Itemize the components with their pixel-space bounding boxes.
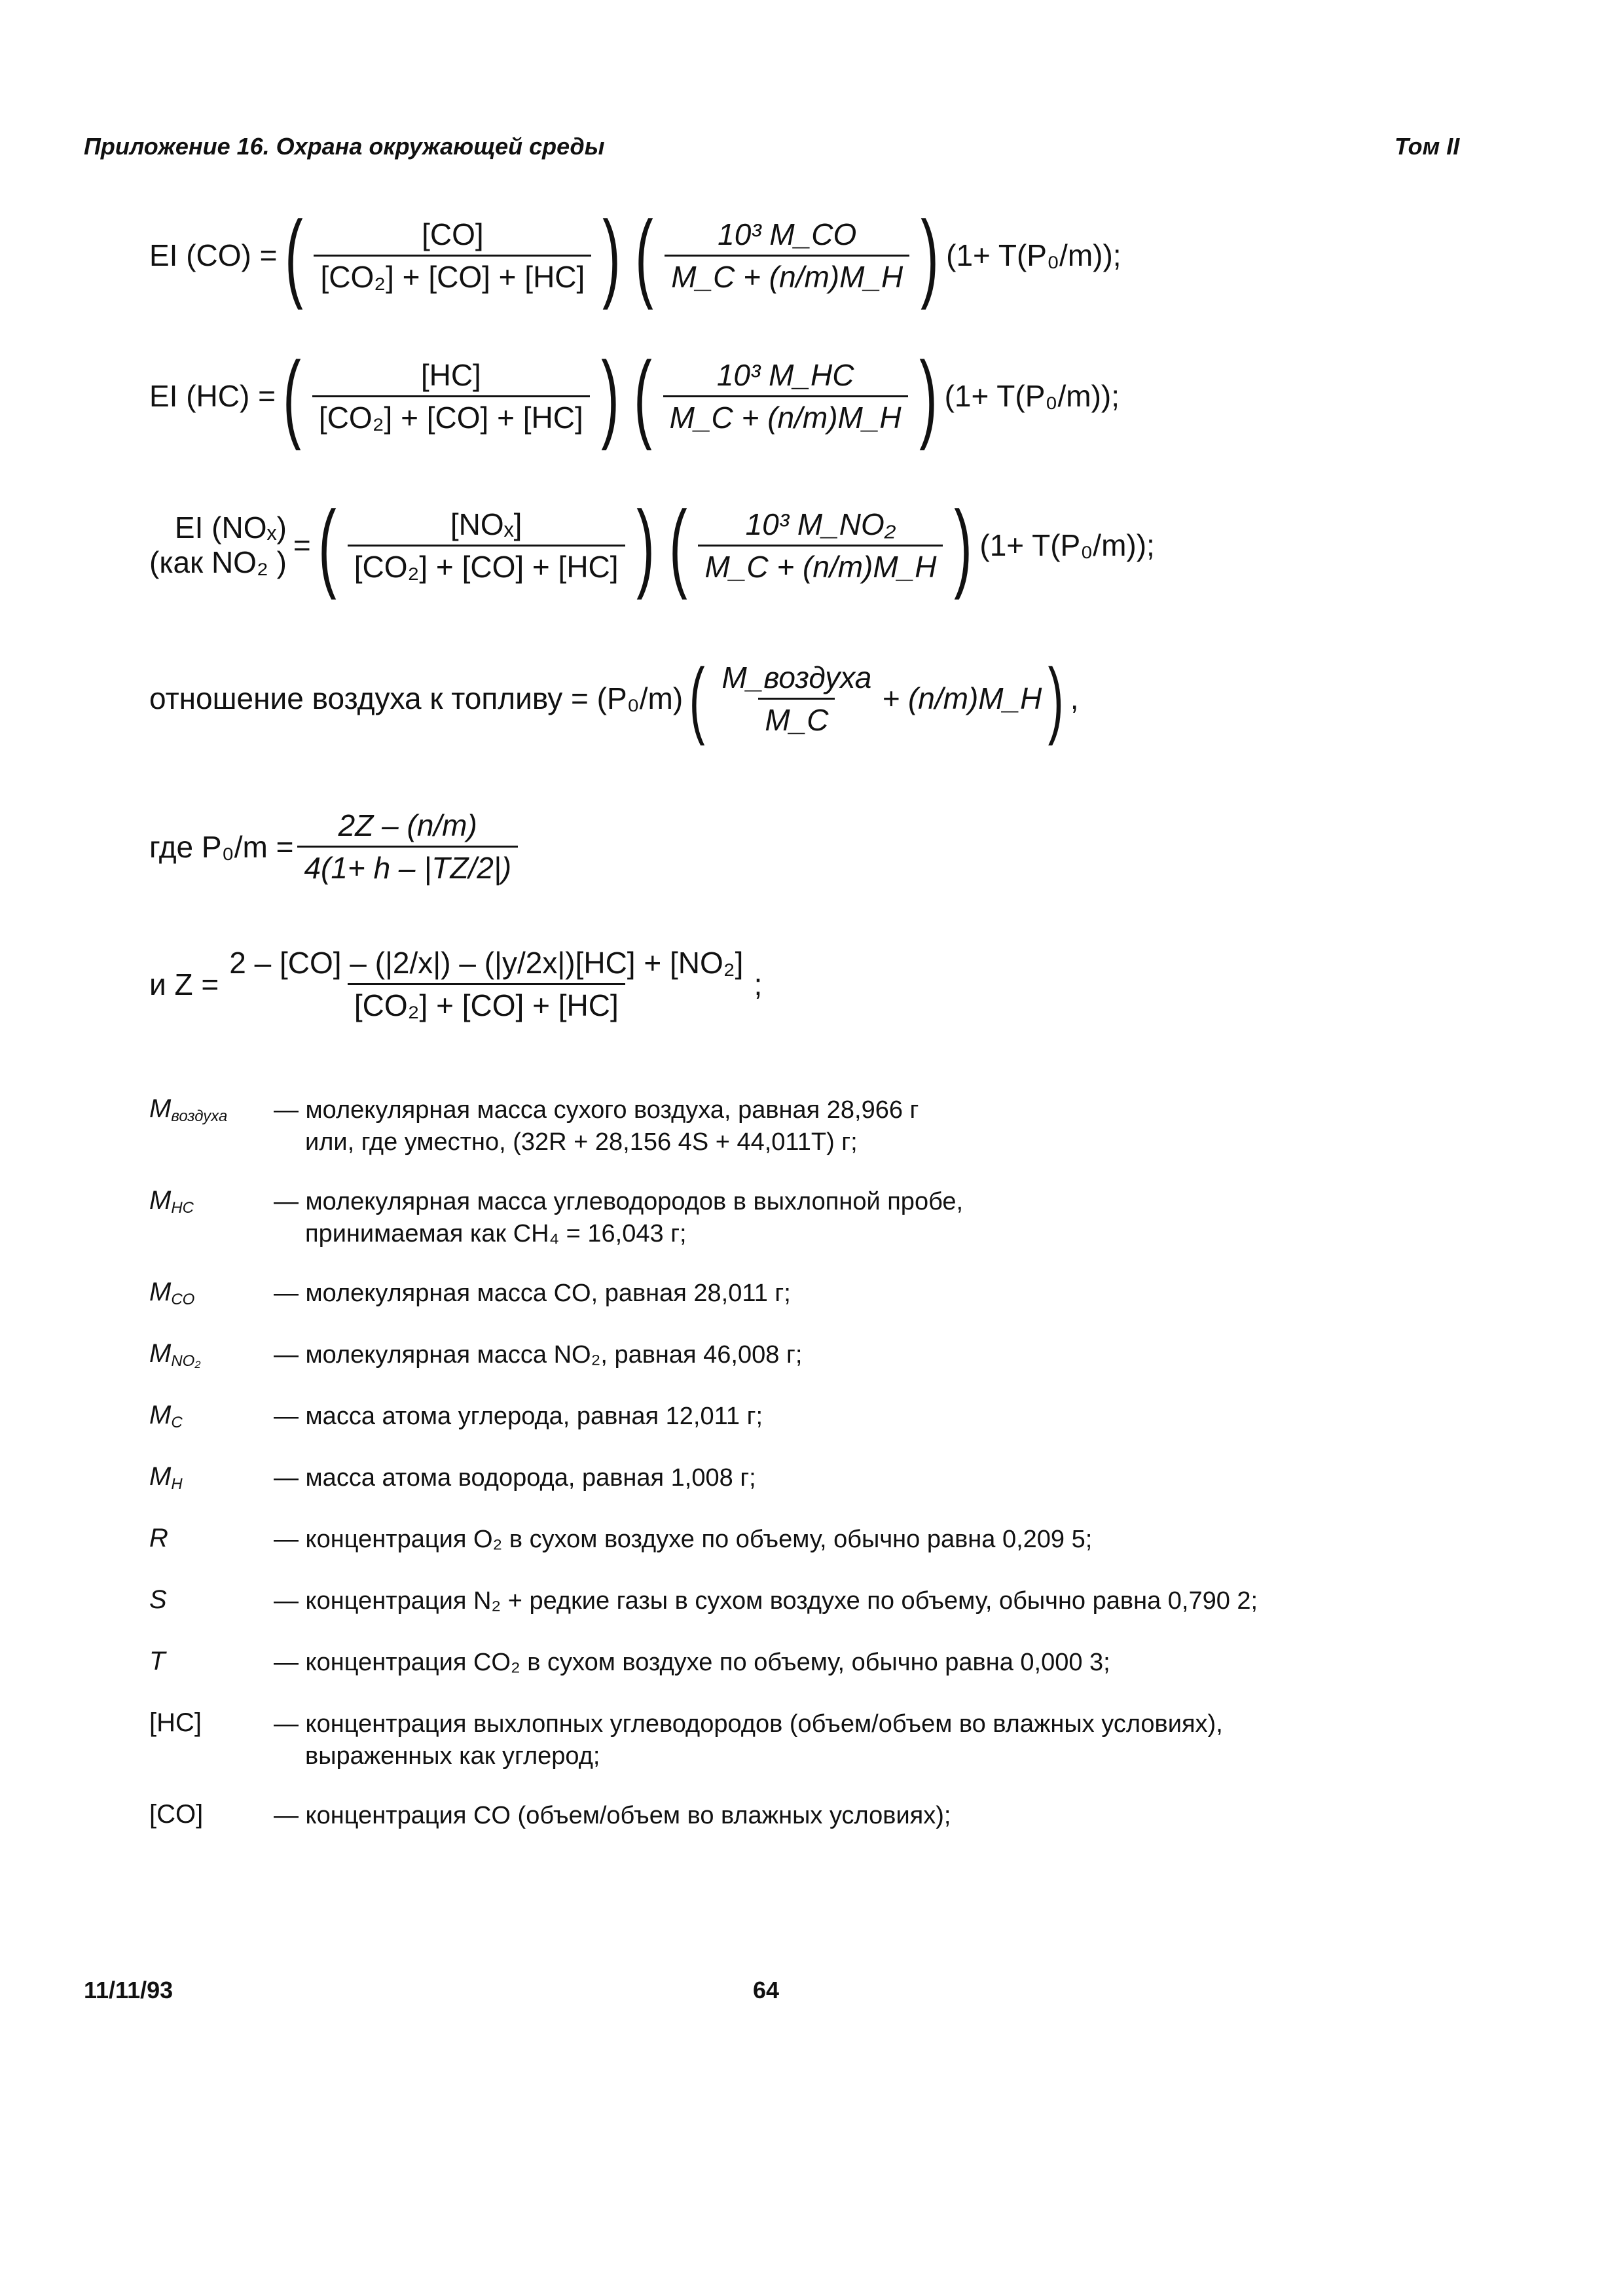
definition-symbol: T [149,1647,166,1676]
equation-lhs: где P₀/m = [149,829,294,864]
equation-lhs: EI (CO) = [149,238,278,272]
definition-text: — концентрация выхлопных углеводородов (объем/объем во влажных условиях), выраженных как углерод; [274,1710,1223,1770]
equation-lhs: и Z = [149,967,219,1001]
fraction-po-m: $\frac{2Z - (n/m)}{4(1+ h - |TZ/2|)}$ [297,810,518,883]
definition-symbol: $M_{воздуха}$ [149,1094,228,1125]
equation-lhs: EI (HC) = [149,379,276,413]
equation-tail: (1+ T(P₀/m)); [979,528,1155,562]
fraction-concentration: $\frac{[CO]}{\text{[CO₂] + [CO] + [HC]}}$ [314,219,591,292]
definition-symbol: $M_{CO}$ [149,1278,195,1308]
equation-z: и Z = $\frac{\text{2 – [CO] – (|2/x|) – (|y/2x|)[HC] + [NO₂]}}{\text{[CO₂] + [CO] + [HC]}}$ ; [149,946,763,1022]
definition-text: — концентрация CO (объем/объем во влажных условиях); [274,1802,951,1829]
fraction-concentration: $\frac{\text{[NOₓ]}}{\text{[CO₂] + [CO] + [HC]}}$ [348,509,625,582]
fraction-air-carbon: $\frac{\text{M\_воздуха}}{M\_C}$ [721,660,872,737]
fraction-molar: $\frac{\text{10³ M\_HC}}{M\_C + (n/m)M\_H}$ [663,360,908,433]
definition-text: — молекулярная масса углеводородов в выхлопной пробе, принимаемая как CH₄ = 16,043 г; [274,1188,964,1248]
equation-lhs: отношение воздуха к топливу = (P₀/m) [149,681,684,715]
definition-text: — концентрация O₂ в сухом воздухе по объему, обычно равна 0,209 5; [274,1526,1093,1553]
definition-text: — молекулярная масса CO, равная 28,011 г; [274,1280,791,1307]
equation-tail: (1+ T(P₀/m)); [946,238,1122,272]
definition-symbol: $M_C$ [149,1401,183,1431]
fraction-molar: $\frac{\text{10³ M\_NO₂}}{M\_C + (n/m)M\_H}$ [698,509,943,582]
page-header-volume: Том II [1395,133,1460,160]
definition-symbol: $M_H$ [149,1462,183,1493]
definition-text: — масса атома углерода, равная 12,011 г; [274,1403,763,1430]
fraction-concentration: $\frac{[HC]}{\text{[CO₂] + [CO] + [HC]}}$ [312,360,590,433]
definition-text: — молекулярная масса NO₂, равная 46,008 г; [274,1341,803,1369]
equation-ei-hc: EI (HC) = ( $\frac{[HC]}{\text{[CO₂] + [CO] + [HC]}}$ ) ( $\frac{\text{10³ M\_HC}}{M\_C + (n/m)M\_H}$ ) (1+ T(P₀/m)); [149,341,1120,451]
definition-symbol: [CO] [149,1800,204,1829]
definition-text: — масса атома водорода, равная 1,008 г; [274,1464,756,1492]
equation-ei-nox: EI (NOₓ) (как NO₂ ) = ( $\frac{\text{[NOₓ]}}{\text{[CO₂] + [CO] + [HC]}}$ ) ( $\frac{\text{10³ M\_NO₂}}{M\_C + (n/m)M\_H}$ ) (1+ T(P₀/m)); [149,490,1155,600]
definition-text: — концентрация CO₂ в сухом воздухе по объему, обычно равна 0,000 3; [274,1649,1110,1676]
definition-symbol: S [149,1585,167,1614]
equation-tail: (1+ T(P₀/m)); [944,379,1120,413]
equation-lhs: EI (NOₓ) (как NO₂ ) [149,511,287,579]
definition-text: — молекулярная масса сухого воздуха, равная 28,966 г или, где уместно, (32R + 28,156 4S + 44,011T) г; [274,1096,919,1157]
page-footer-date: 11/11/93 [84,1977,173,2003]
definition-symbol: R [149,1524,168,1552]
page-number: 64 [753,1977,780,2003]
equation-ei-co: EI (CO) = ( $\frac{[CO]}{\text{[CO₂] + [CO] + [HC]}}$ ) ( $\frac{\text{10³ M\_CO}}{M\_C + (n/m)M\_H}$ ) (1+ T(P₀/m)); [149,200,1122,310]
fraction-molar: $\frac{\text{10³ M\_CO}}{M\_C + (n/m)M\_H}$ [665,219,909,292]
equation-po-m [149,810,522,883]
definition-text: — концентрация N₂ + редкие газы в сухом воздухе по объему, обычно равна 0,790 2; [274,1587,1258,1615]
definition-symbol: $M_{NO_2}$ [149,1339,201,1370]
page-header-title: Приложение 16. Охрана окружающей среды [84,133,605,160]
definition-symbol: [HC] [149,1708,202,1737]
equation-air-fuel-ratio: отношение воздуха к топливу = (P₀/m) ( $\frac{\text{M\_воздуха}}{M\_C}$ + (n/m)M_H ) , [149,651,1079,746]
fraction-z: $\frac{\text{2 – [CO] – (|2/x|) – (|y/2x|)[HC] + [NO₂]}}{\text{[CO₂] + [CO] + [HC]}}$ [229,946,744,1022]
definition-symbol: $M_{HC}$ [149,1186,194,1217]
